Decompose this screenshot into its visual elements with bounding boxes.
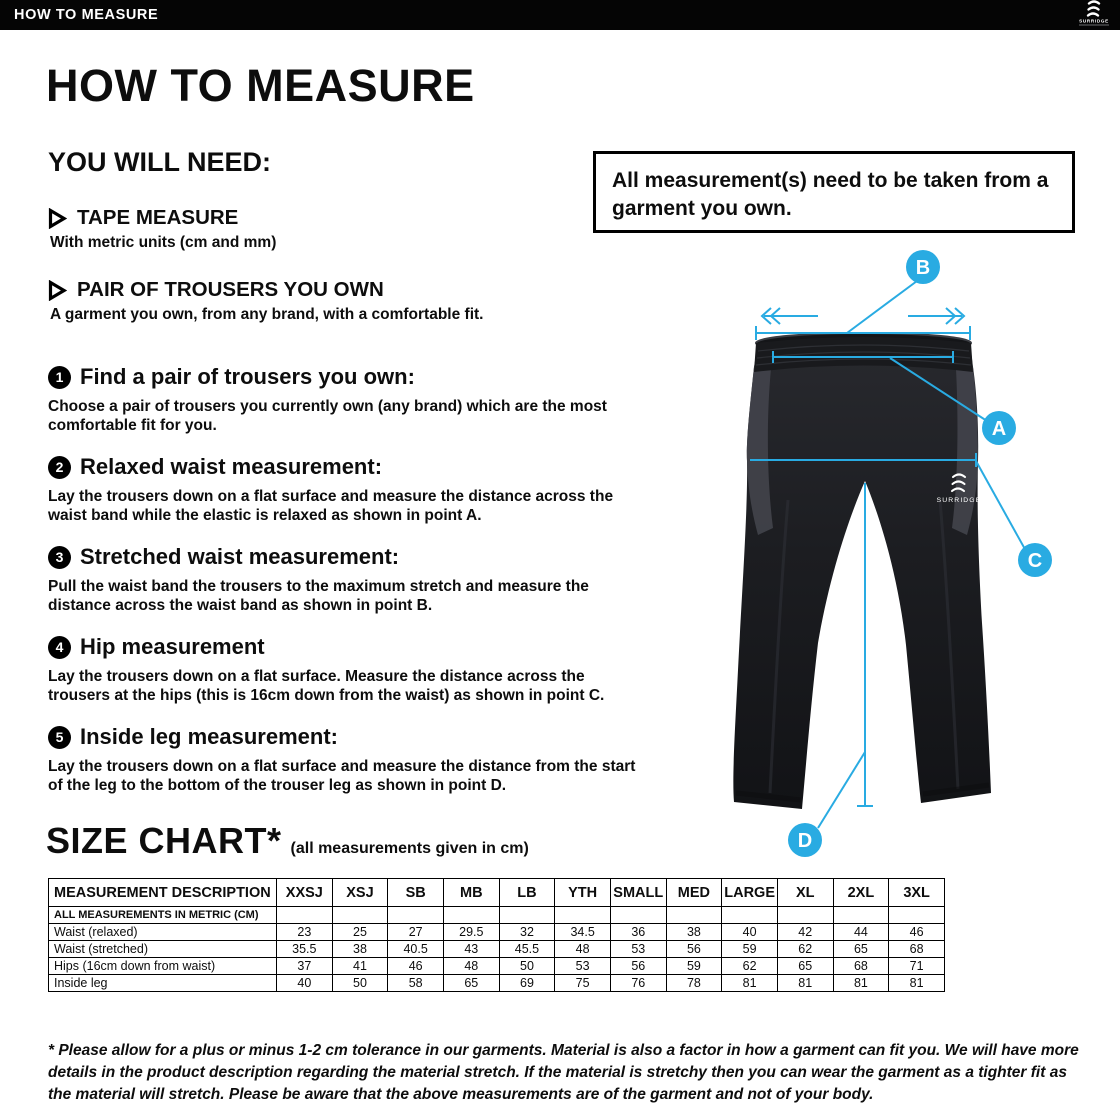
empty-cell (889, 907, 945, 924)
column-header: XL (777, 879, 833, 907)
cell: 36 (610, 924, 666, 941)
size-chart-header-row (49, 879, 945, 907)
cell: 65 (777, 958, 833, 975)
svg-text:B: B (915, 257, 931, 279)
row-label: Inside leg (49, 975, 277, 992)
step-heading: Hip measurement (80, 634, 265, 659)
step-3 (48, 544, 648, 616)
point-d-leader-line (818, 752, 865, 828)
cell: 69 (499, 975, 555, 992)
cell: 65 (833, 941, 889, 958)
step-2 (48, 454, 648, 526)
empty-cell (388, 907, 444, 924)
step-5 (48, 724, 648, 796)
table-row-waist-relaxed (49, 924, 945, 941)
point-c-leader-line (976, 461, 1026, 551)
size-chart-heading-row (46, 820, 529, 862)
cell: 48 (555, 941, 611, 958)
cell: 38 (332, 941, 388, 958)
cell: 78 (666, 975, 722, 992)
row-label: Waist (relaxed) (49, 924, 277, 941)
surridge-logo-icon (1076, 0, 1112, 26)
inside-leg-line (857, 483, 873, 806)
size-chart-subheading: (all measurements given in cm) (290, 840, 529, 857)
empty-cell (777, 907, 833, 924)
column-header: SB (388, 879, 444, 907)
cell: 53 (610, 941, 666, 958)
step-number-badge: 2 (48, 456, 71, 479)
empty-cell (722, 907, 778, 924)
row-label: Waist (stretched) (49, 941, 277, 958)
cell: 25 (332, 924, 388, 941)
step-number-badge: 1 (48, 366, 71, 389)
cell: 44 (833, 924, 889, 941)
cell: 32 (499, 924, 555, 941)
step-body: Lay the trousers down on a flat surface and measure the distance from the start of the leg to the bottom of the trouser leg as shown in point D. (48, 758, 636, 795)
cell: 81 (722, 975, 778, 992)
garment-logo-text: SURRIDGE (936, 497, 982, 504)
step-heading: Find a pair of trousers you own: (80, 364, 415, 389)
cell: 29.5 (443, 924, 499, 941)
cell: 81 (833, 975, 889, 992)
column-header: MED (666, 879, 722, 907)
top-bar-title: HOW TO MEASURE (14, 7, 159, 23)
need-item-description: A garment you own, from any brand, with a comfortable fit. (50, 306, 484, 323)
point-d-marker (788, 823, 822, 857)
need-item-name: PAIR OF TROUSERS YOU OWN (77, 278, 384, 301)
table-row-hips (49, 958, 945, 975)
cell: 59 (666, 958, 722, 975)
step-1 (48, 364, 648, 436)
column-header: 2XL (833, 879, 889, 907)
cell: 50 (332, 975, 388, 992)
trousers-diagram-image (690, 245, 1090, 870)
cell: 53 (555, 958, 611, 975)
column-header: XSJ (332, 879, 388, 907)
cell: 45.5 (499, 941, 555, 958)
cell: 50 (499, 958, 555, 975)
cell: 41 (332, 958, 388, 975)
triangle-bullet-icon (48, 280, 67, 301)
need-item-tape-measure (48, 206, 276, 252)
cell: 81 (777, 975, 833, 992)
cell: 42 (777, 924, 833, 941)
empty-cell (666, 907, 722, 924)
cell: 46 (388, 958, 444, 975)
tolerance-footnote: * Please allow for a plus or minus 1-2 cm tolerance in our garments. Material is also a factor in how a garment can fit you. We will have more details in the product description regarding the material stretch. If the material is stretchy then you can wear the garment as a tighter fit as the material will stretch. Please be aware that the above measurements are of the garment and not of your body. (48, 1041, 1079, 1104)
column-header: XXSJ (277, 879, 333, 907)
point-b-marker (906, 250, 940, 284)
surridge-logo-text: SURRIDGE (1079, 18, 1109, 24)
cell: 23 (277, 924, 333, 941)
step-heading: Relaxed waist measurement: (80, 454, 383, 479)
table-row-inside-leg (49, 975, 945, 992)
need-item-name: TAPE MEASURE (77, 206, 239, 229)
size-chart-table (48, 878, 945, 992)
point-a-marker (982, 411, 1016, 445)
cell: 40 (722, 924, 778, 941)
cell: 38 (666, 924, 722, 941)
column-header: YTH (555, 879, 611, 907)
need-item-trousers (48, 278, 483, 324)
point-b-leader-line (847, 281, 917, 333)
step-body: Lay the trousers down on a flat surface and measure the distance across the waist band while the elastic is relaxed as shown in point A. (48, 488, 614, 525)
step-heading: Inside leg measurement: (80, 724, 338, 749)
svg-text:D: D (797, 830, 813, 852)
cell: 65 (443, 975, 499, 992)
metric-note-row (49, 907, 945, 924)
notice-box (593, 151, 1075, 233)
empty-cell (443, 907, 499, 924)
need-item-description: With metric units (cm and mm) (50, 234, 277, 251)
column-header: 3XL (889, 879, 945, 907)
cell: 68 (889, 941, 945, 958)
cell: 62 (777, 941, 833, 958)
cell: 75 (555, 975, 611, 992)
cell: 40 (277, 975, 333, 992)
surridge-logo (1076, 0, 1112, 31)
step-body: Choose a pair of trousers you currently own (any brand) which are the most comfortable fit for you. (48, 398, 607, 435)
column-header: SMALL (610, 879, 666, 907)
cell: 40.5 (388, 941, 444, 958)
step-heading: Stretched waist measurement: (80, 544, 400, 569)
empty-cell (833, 907, 889, 924)
cell: 34.5 (555, 924, 611, 941)
column-header: MEASUREMENT DESCRIPTION (49, 879, 277, 907)
cell: 81 (889, 975, 945, 992)
svg-text:C: C (1027, 550, 1043, 572)
cell: 46 (889, 924, 945, 941)
step-4 (48, 634, 648, 706)
step-number-badge: 5 (48, 726, 71, 749)
you-will-need-heading: YOU WILL NEED: (48, 147, 272, 177)
step-body: Lay the trousers down on a flat surface. Measure the distance across the trousers at the hips (this is 16cm down from the waist) as shown in point C. (48, 668, 605, 705)
measurement-diagram (690, 245, 1090, 870)
column-header: LARGE (722, 879, 778, 907)
size-chart-heading: SIZE CHART* (46, 820, 282, 861)
cell: 37 (277, 958, 333, 975)
row-label: Hips (16cm down from waist) (49, 958, 277, 975)
metric-note: ALL MEASUREMENTS IN METRIC (CM) (49, 907, 277, 924)
cell: 56 (666, 941, 722, 958)
page-title: HOW TO MEASURE (46, 60, 475, 111)
svg-text:A: A (991, 418, 1007, 440)
cell: 56 (610, 958, 666, 975)
triangle-bullet-icon (48, 208, 67, 229)
step-number-badge: 3 (48, 546, 71, 569)
cell: 48 (443, 958, 499, 975)
cell: 76 (610, 975, 666, 992)
empty-cell (555, 907, 611, 924)
top-bar (0, 0, 1120, 30)
cell: 27 (388, 924, 444, 941)
empty-cell (499, 907, 555, 924)
cell: 68 (833, 958, 889, 975)
cell: 59 (722, 941, 778, 958)
empty-cell (332, 907, 388, 924)
cell: 43 (443, 941, 499, 958)
cell: 58 (388, 975, 444, 992)
column-header: MB (443, 879, 499, 907)
cell: 35.5 (277, 941, 333, 958)
point-c-marker (1018, 543, 1052, 577)
empty-cell (277, 907, 333, 924)
cell: 62 (722, 958, 778, 975)
column-header: LB (499, 879, 555, 907)
step-number-badge: 4 (48, 636, 71, 659)
notice-text: All measurement(s) need to be taken from a garment you own. (612, 169, 1049, 220)
table-row-waist-stretched (49, 941, 945, 958)
cell: 71 (889, 958, 945, 975)
empty-cell (610, 907, 666, 924)
step-body: Pull the waist band the trousers to the maximum stretch and measure the distance across the waist band as shown in point B. (48, 578, 589, 615)
trousers-illustration (733, 333, 991, 809)
